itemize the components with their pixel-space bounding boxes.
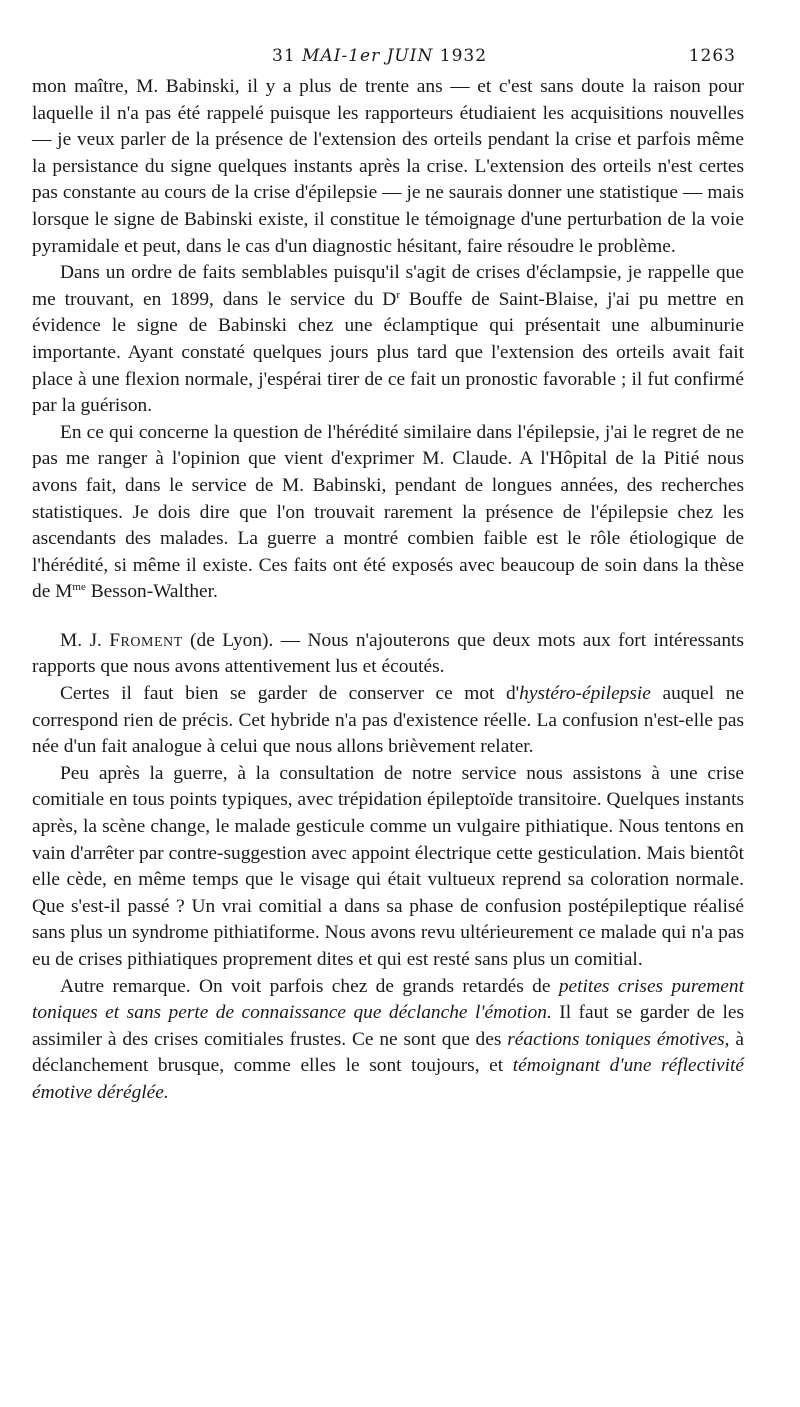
paragraph-6: Peu après la guerre, à la consultation de notre service nous assistons à une crise comitiale en tous points typiques, avec trépidation épileptoïde transitoire. Quelques instants après, la scène change, le malade gesticule comme un vulgaire pithiatique. Nous tentons en vain d'arrêter par contre-suggestion avec appoint électrique cette gesticulation. Mais bientôt elle cède, en même temps que le visage qui était vultueux reprend sa coloration normale. Que s'est-il passé ? Un vrai comitial a dans sa phase de confusion postépileptique réalisé sans plus un syndrome pithiatiforme. Nous avons revu ultérieurement ce malade qui n'a pas eu de crises pithiatiques proprement dites et qui est resté sans plus un comitial. — [32, 762, 744, 970]
paragraph-3: En ce qui concerne la question de l'hérédité similaire dans l'épilepsie, j'ai le regret de ne pas me ranger à l'opinion que vient d'exprimer M. Claude. A l'Hôpital de la Pitié nous avons fait, dans le service de M. Babinski, pendant de longues années, des recherches statistiques. Je dois dire que l'on trouvait rarement la présence de l'épilepsie chez les ascendants des malades. La guerre a montré combien faible est le rôle étiologique de l'hérédité, si même il existe. Ces faits ont été exposés avec beaucoup de soin dans la thèse de $M^{me}$ Besson-Walther. — [32, 421, 744, 603]
page-number: 1263 — [688, 46, 736, 66]
header-date — [272, 46, 487, 66]
running-header — [0, 40, 800, 70]
paragraph-1: mon maître, M. Babinski, il y a plus de trente ans — et c'est sans doute la raison pour laquelle il n'a pas été rappelé puisque les rapporteurs étudiaient les acquisitions nouvelles — je veux parler de la présence de l'extension des orteils pendant la crise et parfois même la persistance du signe quelques instants après la crise. L'extension des orteils n'est certes pas constante au cours de la crise d'épilepsie — je ne saurais donner une statistique — mais lorsque le signe de Babinski existe, il constitue le témoignage d'une perturbation de la voie pyramidale et peut, dans le cas d'un diagnostic hésitant, faire résoudre le problème. — [32, 76, 744, 257]
header-year: 1932 — [439, 46, 488, 66]
header-months: MAI-1er JUIN — [302, 46, 434, 66]
speaker-name: Froment — [109, 629, 183, 651]
paragraph-2: Dans un ordre de faits semblables puisqu'il s'agit de crises d'éclampsie, je rappelle que me trouvant, en 1899, dans le service du $D^r$ Bouffe de Saint-Blaise, j'ai pu mettre en évidence le signe de Babinski chez une éclamptique qui présentait une albuminurie importante. Ayant constaté quelques jours plus tard que l'extension des orteils avait fait place à une flexion normale, j'espérai tirer de ce fait un pronostic favorable ; il fut confirmé par la guérison. — [32, 262, 744, 417]
article-body — [32, 74, 744, 1107]
header-day: 31 — [272, 46, 296, 66]
paragraph-7: Autre remarque. On voit parfois chez de grands retardés de petites crises purement toniques et sans perte de connaissance que déclanche l'émotion. Il faut se garder de les assimiler à des crises comitiales frustes. Ce ne sont que des réactions toniques émotives, à déclanchement brusque, comme elles le sont toujours, et témoignant d'une réflectivité émotive déréglée. — [32, 975, 745, 1103]
paragraph-froment-intro: M. J. Froment (de Lyon). — Nous n'ajouterons que deux mots aux fort intéressants rapports que nous avons attentivement lus et écoutés. — [32, 629, 744, 678]
paragraph-5: Certes il faut bien se garder de conserver ce mot d'hystéro-épilepsie auquel ne correspond rien de précis. Cet hybride n'a pas d'existence réelle. La confusion n'est-elle pas née d'un fait analogue à celui que nous allons brièvement relater. — [32, 683, 744, 758]
speaker-initial: M. J. — [60, 629, 102, 651]
